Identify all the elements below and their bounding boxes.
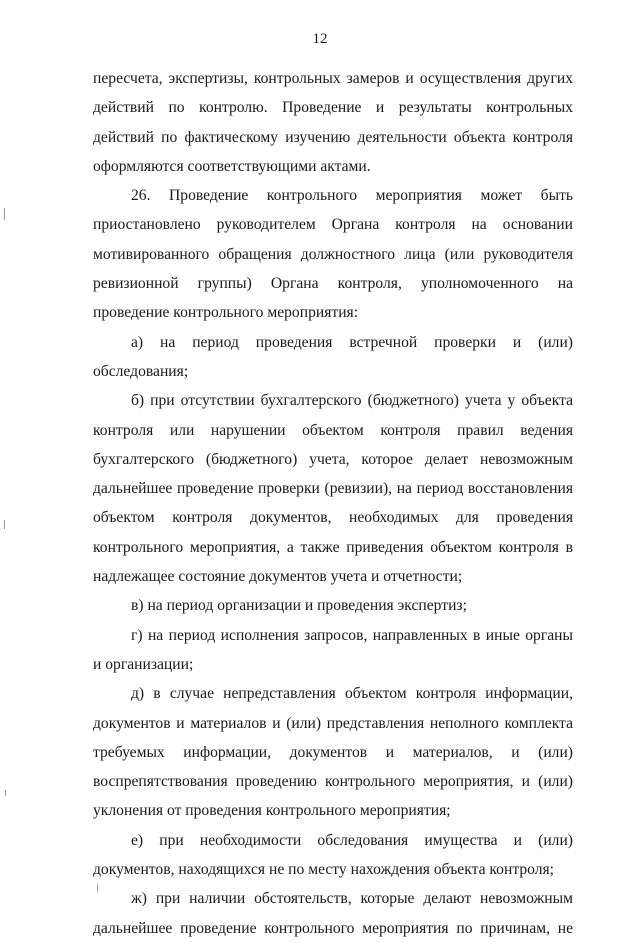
paragraph-item-g: г) на период исполнения запросов, направленных в иные органы и организации; [93, 626, 573, 673]
scan-margin-mark [4, 520, 5, 529]
paragraph-continuation: пересчета, экспертизы, контрольных замеров и осуществления других действий по контролю. Проведение и результаты контрольных действий по фактическому изучению деятельности объекта контроля оформляются соответствующими актами. [93, 70, 573, 175]
scan-margin-mark [5, 790, 6, 796]
paragraph-clause-26: 26. Проведение контрольного мероприятия может быть приостановлено руководителем Органа контроля на основании мотивированного обращения должностного лица (или руководителя ревизионной группы) Органа контроля, уполномоченного на проведение контрольного мероприятия: [93, 187, 573, 322]
paragraph-item-v: в) на период организации и проведения экспертиз; [131, 597, 467, 615]
page-number: 12 [312, 31, 328, 47]
document-body [93, 64, 573, 943]
scan-margin-mark [97, 884, 98, 892]
scan-margin-mark [4, 208, 5, 220]
paragraph-item-a: а) на период проведения встречной проверки и (или) обследования; [93, 333, 573, 380]
paragraph-item-e: е) при необходимости обследования имущества и (или) документов, находящихся не по месту нахождения объекта контроля; [93, 831, 573, 879]
paragraph-item-b: б) при отсутствии бухгалтерского (бюджетного) учета у объекта контроля или нарушении объектом контроля правил ведения бухгалтерского (бюджетного) учета, которое делает невозможным дальнейшее проведение проверки (ревизии), на период восстановления объектом контроля документов, необходимых для проведения контрольного мероприятия, а также приведения объектом контроля в надлежащее состояние документов учета и отчетности; [93, 392, 573, 586]
paragraph-item-d: д) в случае непредставления объектом контроля информации, документов и материалов и (или) представления неполного комплекта требуемых информации, документов и материалов, и (или) воспрепятствования проведению контрольного мероприятия, и (или) уклонения от проведения контрольного мероприятия; [93, 685, 573, 820]
paragraph-item-zh: ж) при наличии обстоятельств, которые делают невозможным дальнейшее проведение контрольного мероприятия по причинам, не [93, 890, 573, 937]
